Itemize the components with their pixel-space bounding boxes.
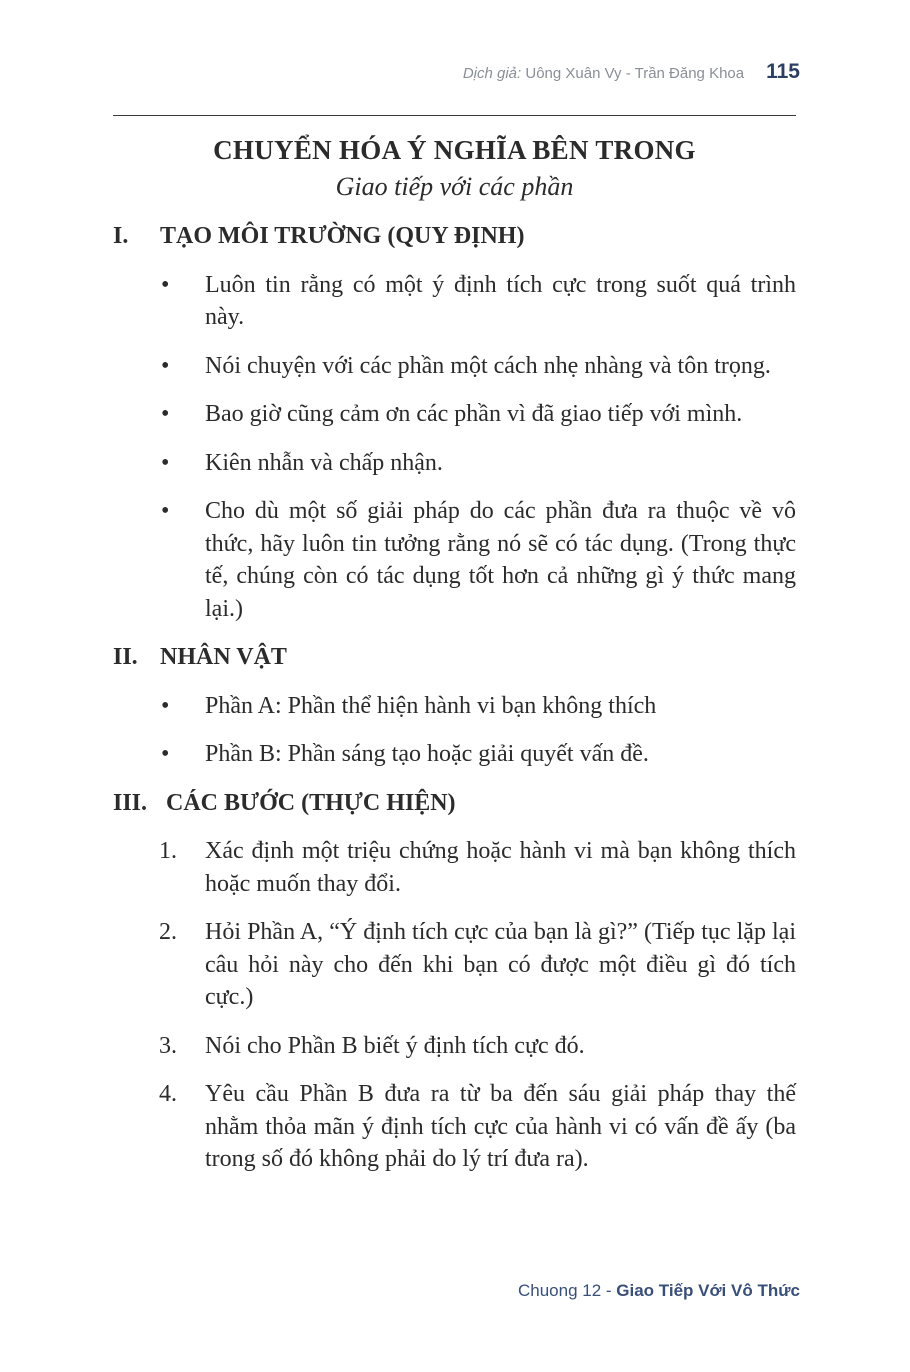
section-heading-environment bbox=[113, 220, 796, 253]
chapter-title: Giao Tiếp Với Vô Thức bbox=[616, 1281, 800, 1300]
step-number: 4. bbox=[159, 1081, 177, 1107]
step-number: 3. bbox=[159, 1032, 177, 1059]
list-item bbox=[113, 690, 796, 723]
list-item bbox=[113, 738, 796, 771]
step-text: Xác định một triệu chứng hoặc hành vi mà bạn không thích hoặc muốn thay đổi. bbox=[205, 838, 796, 897]
section-heading-characters bbox=[113, 641, 796, 674]
step-text: Hỏi Phần A, “Ý định tích cực của bạn là gì?” (Tiếp tục lặp lại câu hỏi này cho đến khi bạn có được một điều gì đó tích cực.) bbox=[205, 919, 796, 1010]
list-item-text: Phần B: Phần sáng tạo hoặc giải quyết vấn đề. bbox=[205, 741, 649, 767]
list-item bbox=[113, 495, 796, 625]
section-numeral: II. bbox=[113, 644, 138, 670]
list-item-text: Kiên nhẫn và chấp nhận. bbox=[205, 449, 443, 476]
translator-credit bbox=[463, 65, 744, 82]
header-rule bbox=[113, 115, 796, 116]
section-title: NHÂN VẬT bbox=[160, 644, 287, 670]
list-item-text: Phần A: Phần thể hiện hành vi bạn không thích bbox=[205, 692, 657, 719]
step-text: Nói cho Phần B biết ý định tích cực đó. bbox=[205, 1032, 585, 1059]
section-numeral: III. bbox=[113, 789, 148, 816]
bullet-marker: • bbox=[161, 692, 170, 719]
step-item bbox=[113, 1030, 796, 1063]
step-number: 2. bbox=[159, 919, 177, 945]
list-item-text: Cho dù một số giải pháp do các phần đưa ra thuộc về vô thức, hãy luôn tin tưởng rằng nó sẽ có tác dụng. (Trong thực tế, chúng còn có tác dụng tốt hơn cả những gì ý thức mang lại.) bbox=[205, 498, 796, 622]
list-item-text: Bao giờ cũng cảm ơn các phần vì đã giao tiếp với mình. bbox=[205, 401, 743, 427]
list-item bbox=[113, 350, 796, 383]
title-block bbox=[113, 132, 796, 206]
page-number: 115 bbox=[766, 60, 800, 83]
section-title: TẠO MÔI TRƯỜNG (QUY ĐỊNH) bbox=[160, 223, 525, 249]
bullet-marker: • bbox=[161, 401, 170, 427]
step-item bbox=[113, 916, 796, 1014]
list-item bbox=[113, 398, 796, 431]
list-item-text: Nói chuyện với các phần một cách nhẹ nhàng và tôn trọng. bbox=[205, 352, 771, 379]
list-item-text: Luôn tin rằng có một ý định tích cực trong suốt quá trình này. bbox=[205, 271, 796, 330]
section-numeral: I. bbox=[113, 223, 129, 249]
bullet-marker: • bbox=[161, 449, 170, 476]
step-item bbox=[113, 835, 796, 900]
step-number: 1. bbox=[159, 838, 177, 864]
running-head bbox=[463, 60, 800, 84]
page-content bbox=[113, 220, 796, 1176]
running-footer bbox=[518, 1281, 800, 1301]
bullet-marker: • bbox=[161, 271, 170, 298]
credit-names: Uông Xuân Vy - Trần Đăng Khoa bbox=[521, 65, 745, 82]
page-subtitle: Giao tiếp với các phần bbox=[335, 172, 574, 201]
bullet-marker: • bbox=[161, 498, 170, 524]
bullet-marker: • bbox=[161, 352, 170, 379]
bullet-marker: • bbox=[161, 741, 170, 767]
section-heading-steps bbox=[113, 787, 796, 820]
step-item bbox=[113, 1078, 796, 1176]
section-title: CÁC BƯỚC (THỰC HIỆN) bbox=[166, 789, 456, 816]
list-item bbox=[113, 269, 796, 334]
credit-label: Dịch giả: bbox=[462, 65, 522, 82]
step-text: Yêu cầu Phần B đưa ra từ ba đến sáu giải pháp thay thế nhằm thỏa mãn ý định tích cực của hành vi có vấn đề ấy (ba trong số đó không phải do lý trí đưa ra). bbox=[205, 1081, 796, 1172]
page-title: CHUYỂN HÓA Ý NGHĨA BÊN TRONG bbox=[213, 135, 696, 165]
list-item bbox=[113, 447, 796, 480]
chapter-label: Chuong 12 - bbox=[517, 1281, 617, 1300]
